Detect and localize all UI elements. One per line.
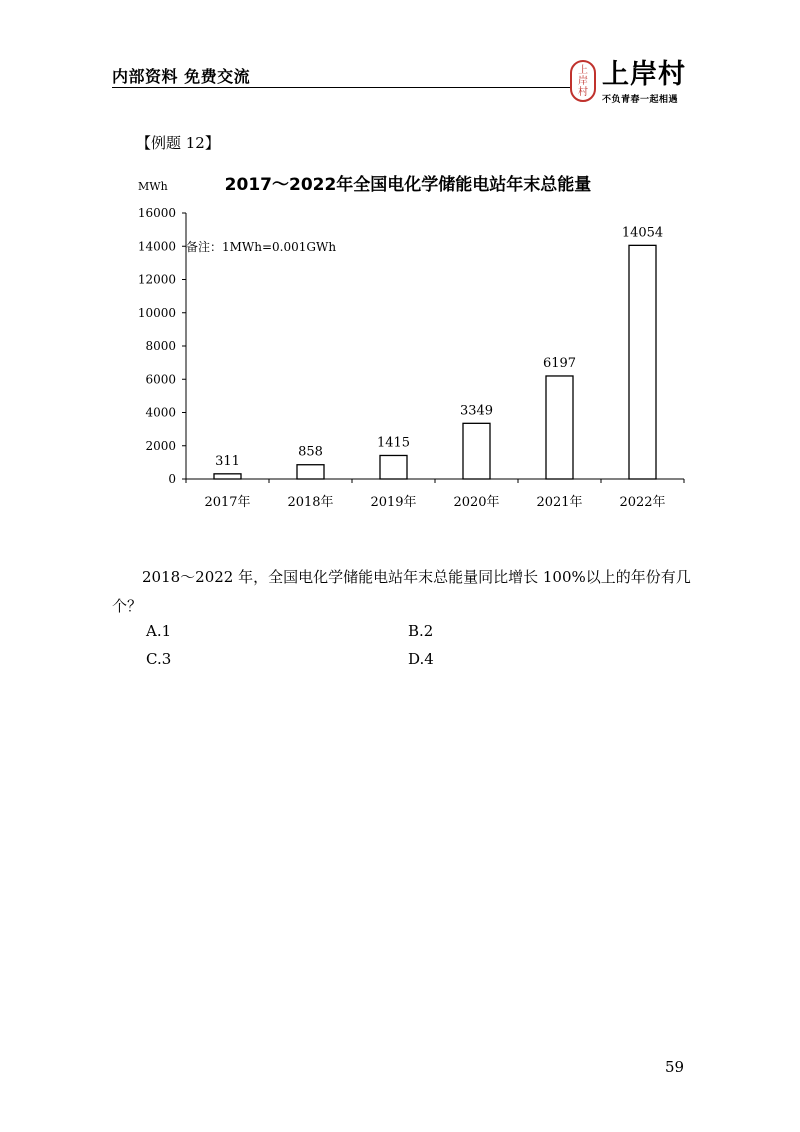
option-c[interactable]: C.3 — [146, 650, 172, 668]
chart-bars — [204, 225, 665, 510]
y-tick-label: 14000 — [137, 239, 176, 254]
y-tick-label: 6000 — [145, 372, 176, 387]
page-number: 59 — [665, 1058, 685, 1076]
y-tick-label: 4000 — [145, 405, 176, 420]
data-label: 311 — [215, 453, 240, 469]
y-tick-label: 8000 — [145, 339, 176, 353]
chart-ylabel: MWh — [138, 180, 168, 193]
x-tick-label: 2019年 — [370, 495, 417, 510]
logo-text: 上岸村 — [602, 59, 686, 90]
option-a[interactable]: A.1 — [146, 622, 172, 640]
data-label: 6197 — [542, 355, 577, 371]
header-left-text: 内部资料 免费交流 — [112, 67, 251, 86]
example-label: 【例题 12】 — [136, 134, 220, 152]
question-text: 2018～2022 年，全国电化学储能电站年末总能量同比增长 100%以上的年份有几个？ — [112, 568, 691, 615]
y-tick-label: 2000 — [145, 438, 176, 453]
logo-slogan: 不负青春一起相遇 — [602, 95, 679, 105]
bar — [546, 376, 573, 479]
x-tick-label: 2020年 — [453, 495, 500, 510]
y-tick-label: 16000 — [137, 206, 176, 220]
data-label: 1415 — [376, 435, 411, 451]
logo-seal-icon: 上 岸 村 — [570, 60, 596, 102]
bar — [463, 423, 490, 479]
bar-chart — [0, 0, 800, 540]
bar — [629, 245, 656, 479]
data-label: 3349 — [459, 403, 494, 419]
data-label: 858 — [298, 444, 323, 460]
bar — [297, 465, 324, 479]
x-tick-label: 2022年 — [619, 495, 666, 510]
chart-title: 2017～2022年全国电化学储能电站年末总能量 — [224, 175, 592, 195]
data-label: 14054 — [621, 225, 664, 241]
bar — [380, 455, 407, 479]
y-tick-label: 12000 — [137, 272, 176, 287]
chart-note: 备注：1MWh=0.001GWh — [186, 240, 337, 254]
y-tick-label: 0 — [168, 472, 176, 486]
bar — [214, 474, 241, 479]
x-tick-label: 2021年 — [536, 495, 583, 510]
x-tick-label: 2017年 — [204, 495, 251, 510]
option-b[interactable]: B.2 — [408, 622, 434, 640]
option-d[interactable]: D.4 — [408, 650, 434, 668]
x-tick-label: 2018年 — [287, 495, 334, 510]
y-tick-label: 10000 — [137, 305, 176, 320]
